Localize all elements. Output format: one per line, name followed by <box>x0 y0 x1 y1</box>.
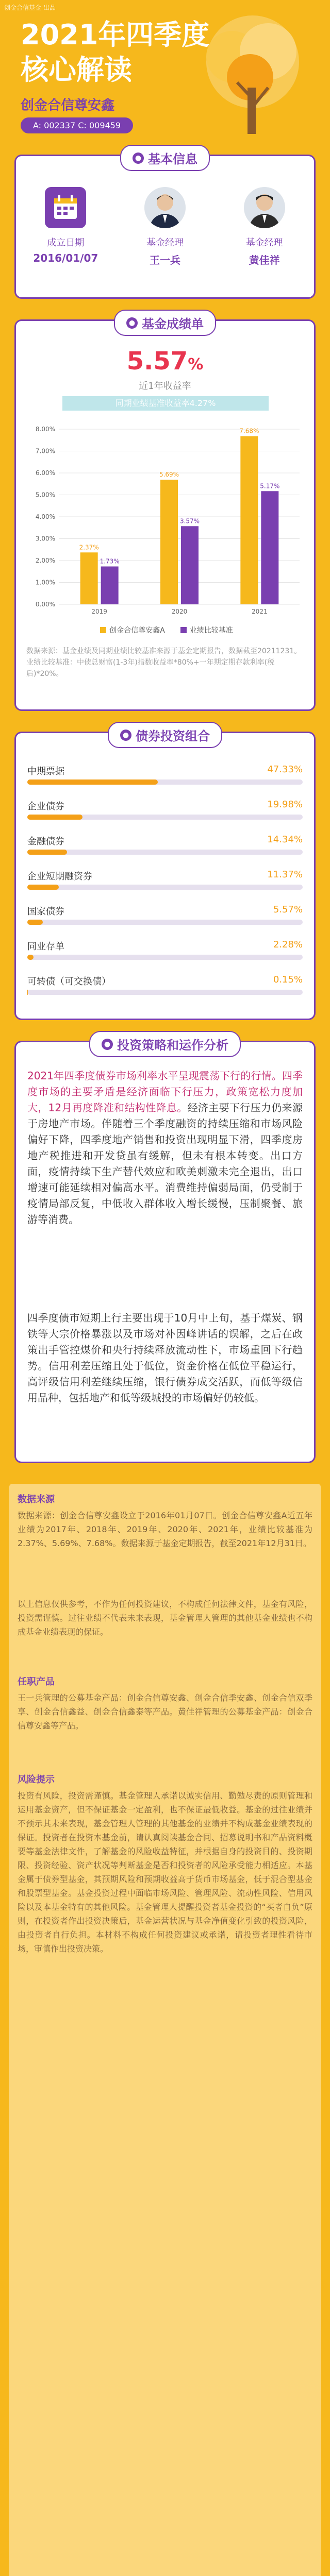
performance-title: ● 基金成绩单 <box>114 310 216 336</box>
section-dot-icon: ● <box>102 1039 113 1050</box>
allocation-value: 14.34% <box>267 834 303 845</box>
allocation-fill <box>27 815 82 820</box>
allocation-card <box>14 729 316 1020</box>
allocation-value: 19.98% <box>267 799 303 810</box>
publisher-tag: 创金合信基金 出品 <box>4 4 56 11</box>
bar-series-a <box>160 480 178 604</box>
tree-illustration-icon <box>191 10 315 139</box>
manager-avatar-icon <box>244 187 285 228</box>
allocation-fill <box>27 779 158 785</box>
allocation-value: 2.28% <box>273 939 303 950</box>
performance-chart <box>23 419 310 635</box>
fund-name: 创金合信尊安鑫 <box>21 98 115 113</box>
x-tick-label: 2020 <box>171 608 188 615</box>
allocation-label: 中期票据 <box>27 766 64 777</box>
fund-codes-badge: A: 002337 C: 009459 <box>21 117 133 133</box>
allocation-label: 金融债券 <box>27 836 64 847</box>
data-label-b: 3.57% <box>179 517 200 525</box>
allocation-track <box>27 955 303 960</box>
disclosure-source-text: 数据来源：创金合信尊安鑫设立于2016年01月07日。创金合信尊安鑫A近五年业绩为2017年、2018年、2019年、2020年、2021年，业绩比较基准为2.37%、5.69%、7.68%。数据来源于基金定期报告，截至2021年12月31日。 <box>18 1511 312 1548</box>
allocation-value: 11.37% <box>267 869 303 880</box>
one-year-return-label: 近1年收益率 <box>139 381 191 392</box>
allocation-track <box>27 990 303 995</box>
y-tick-label: 8.00% <box>35 426 55 433</box>
allocation-track <box>27 920 303 925</box>
allocation-label: 国家债券 <box>27 906 64 917</box>
disclosure-products-text: 王一兵管理的公募基金产品：创金合信尊安鑫、创金合信季安鑫、创金合信双季享、创金合信鑫益、创金合信鑫泰等产品。黄佳祥管理的公募基金产品：创金合信尊安鑫等产品。 <box>18 1693 312 1731</box>
allocation-row <box>27 939 303 965</box>
strategy-card <box>14 1038 316 1463</box>
hero-banner <box>0 0 330 149</box>
x-tick-label: 2019 <box>91 608 107 615</box>
allocation-track <box>27 850 303 855</box>
data-label-b: 1.73% <box>100 557 120 565</box>
allocation-label: 企业短期融资券 <box>27 871 92 882</box>
allocation-row <box>27 799 303 825</box>
allocation-value: 47.33% <box>267 764 303 775</box>
info-manager-2 <box>218 187 311 267</box>
section-dot-icon: ● <box>133 152 144 164</box>
basic-info-card <box>14 152 316 299</box>
benchmark-return-bar: 同期业绩基准收益率4.27% <box>62 396 269 411</box>
info-key: 成立日期 <box>47 238 85 248</box>
legend-item-a: 创金合信尊安鑫A <box>100 625 165 635</box>
y-tick-label: 5.00% <box>35 491 55 499</box>
y-tick-label: 0.00% <box>35 601 55 608</box>
y-tick-label: 3.00% <box>35 535 55 543</box>
bar-series-a <box>240 436 258 604</box>
allocation-value: 0.15% <box>273 974 303 985</box>
disclosure-section <box>9 1484 321 2576</box>
bar-series-b <box>261 491 278 604</box>
performance-note: 数据来源：基金业绩及同期业绩比较基准来源于基金定期报告，数据截至20211231。业绩比较基准：中债总财富(1-3年)指数收益率*80%+一年期定期存款利率(税后)*20%。 <box>26 647 302 678</box>
allocation-row <box>27 904 303 930</box>
info-value: 王一兵 <box>149 254 180 266</box>
info-value: 2016/01/07 <box>33 252 98 264</box>
y-tick-label: 4.00% <box>35 513 55 520</box>
chart-legend <box>23 625 310 635</box>
y-tick-label: 2.00% <box>35 557 55 564</box>
allocation-label: 企业债券 <box>27 801 64 812</box>
allocation-fill <box>27 990 28 995</box>
info-key: 基金经理 <box>245 238 283 248</box>
data-label-a: 2.37% <box>79 544 99 551</box>
info-value: 黄佳祥 <box>249 254 280 266</box>
allocation-label: 可转债（可交换债） <box>27 976 111 987</box>
hero-title-line2: 核心解读 <box>21 54 132 86</box>
bar-series-a <box>80 552 98 604</box>
hero-title-line1: 2021年四季度 <box>21 19 210 51</box>
allocation-row <box>27 834 303 860</box>
bar-series-b <box>101 566 119 604</box>
allocation-row <box>27 974 303 1000</box>
manager-avatar-icon <box>144 187 186 228</box>
disclosure-heading-products: 任职产品 <box>18 1676 55 1687</box>
disclosure-disclaimer-text: 以上信息仅供参考，不作为任何投资建议，不构成任何法律文件，基金有风险，投资需谨慎。过往业绩不代表未来表现，基金管理人管理的其他基金业绩也不构成基金业绩表现的保证。 <box>18 1599 312 1637</box>
y-tick-label: 7.00% <box>35 447 55 455</box>
strategy-paragraph-2: 四季度债市短期上行主要出现于10月中上旬，基于煤炭、钢铁等大宗价格暴涨以及市场对补因峰讲话的误解，之后在政策出手管控煤价和央行持续释放流动性下，市场重回下行趋势。信用利差压缩且处于低位，资金价格在低位平稳运行，高评级信用利差继续压缩，银行债券成交活跃，而低等级信用品种，包括地产和低等级城投的市场偏好仍较低。 <box>27 1312 303 1404</box>
info-manager-1 <box>119 187 211 267</box>
allocation-label: 同业存单 <box>27 941 64 952</box>
info-founding-date <box>19 187 112 267</box>
strategy-title: ● 投资策略和运作分析 <box>89 1031 241 1057</box>
section-dot-icon: ● <box>120 730 131 741</box>
allocation-track <box>27 885 303 890</box>
basic-info-title: ● 基本信息 <box>120 145 210 171</box>
allocation-row <box>27 764 303 790</box>
y-tick-label: 1.00% <box>35 579 55 586</box>
allocation-track <box>27 779 303 785</box>
bar-series-b <box>181 526 199 604</box>
legend-item-b: 业绩比较基准 <box>180 625 233 635</box>
disclosure-heading-source: 数据来源 <box>18 1494 55 1505</box>
data-label-b: 5.17% <box>260 482 280 490</box>
allocation-value: 5.57% <box>273 904 303 915</box>
disclosure-risk-text: 投资有风险，投资需谨慎。基金管理人承诺以诚实信用、勤勉尽责的原则管理和运用基金资产，但不保证基金一定盈利，也不保证最低收益。基金的过往业绩并不预示其未来表现，基金管理人管理的其他基金的业绩并不构成基金业绩表现的保证。投资者在投资本基金前，请认真阅读基金合同、招募说明书和产品资料概要等基金法律文件，了解基金的风险收益特征，并根据自身的投资目的、投资期限、投资经验、资产状况等判断基金是否和投资者的风险承受能力相适应。本基金属于债券型基金，其预期风险和预期收益高于货币市场基金，低于混合型基金和股票型基金。基金投资过程中面临市场风险、管理风险、流动性风险、信用风险以及本基金特有的其他风险。基金管理人提醒投资者基金投资的“买者自负”原则，在投资者作出投资决策后，基金运营状况与基金净值变化引致的投资风险，由投资者自行负担。本材料不构成任何投资建议或承诺，请投资者理性看待市场，审慎作出投资决策。 <box>18 1791 312 1954</box>
data-label-a: 7.68% <box>239 427 259 435</box>
one-year-return: 5.57% <box>126 347 204 376</box>
strategy-paragraph-1: 2021年四季度债券市场利率水平呈现震荡下行的行情。四季度市场的主要矛盾是经济面临下行压力，政策宽松力度加大，12月再度降准和结构性降息。经济主要下行压力仍来源于房地产市场。伴随着三个季度融资的持续压缩和市场风险偏好下降，四季度地产销售和投资出现明显下滑，四季度房地产税推进和开发贷虽有缓解，但未有根本转变。出口方面，疫情持续下生产替代效应和欧美刺激未完全退出，出口增速可能延续相对偏高水平。消费维持偏弱局面，仍受制于疫情局部反复，中低收入群体收入增长缓慢，压制聚餐、旅游等消费。 <box>27 1070 303 1226</box>
allocation-fill <box>27 920 43 925</box>
allocation-title: ● 债券投资组合 <box>108 722 222 748</box>
calendar-icon <box>45 187 86 228</box>
allocation-fill <box>27 955 34 960</box>
y-tick-label: 6.00% <box>35 469 55 477</box>
performance-card <box>14 319 316 711</box>
section-dot-icon: ● <box>126 317 138 329</box>
performance-bar-chart <box>23 419 310 620</box>
info-key: 基金经理 <box>146 238 184 248</box>
allocation-fill <box>27 885 59 890</box>
allocation-row <box>27 869 303 895</box>
allocation-fill <box>27 850 67 855</box>
x-tick-label: 2021 <box>252 608 268 615</box>
disclosure-heading-risk: 风险提示 <box>18 1774 55 1785</box>
allocation-track <box>27 815 303 820</box>
data-label-a: 5.69% <box>159 471 179 479</box>
